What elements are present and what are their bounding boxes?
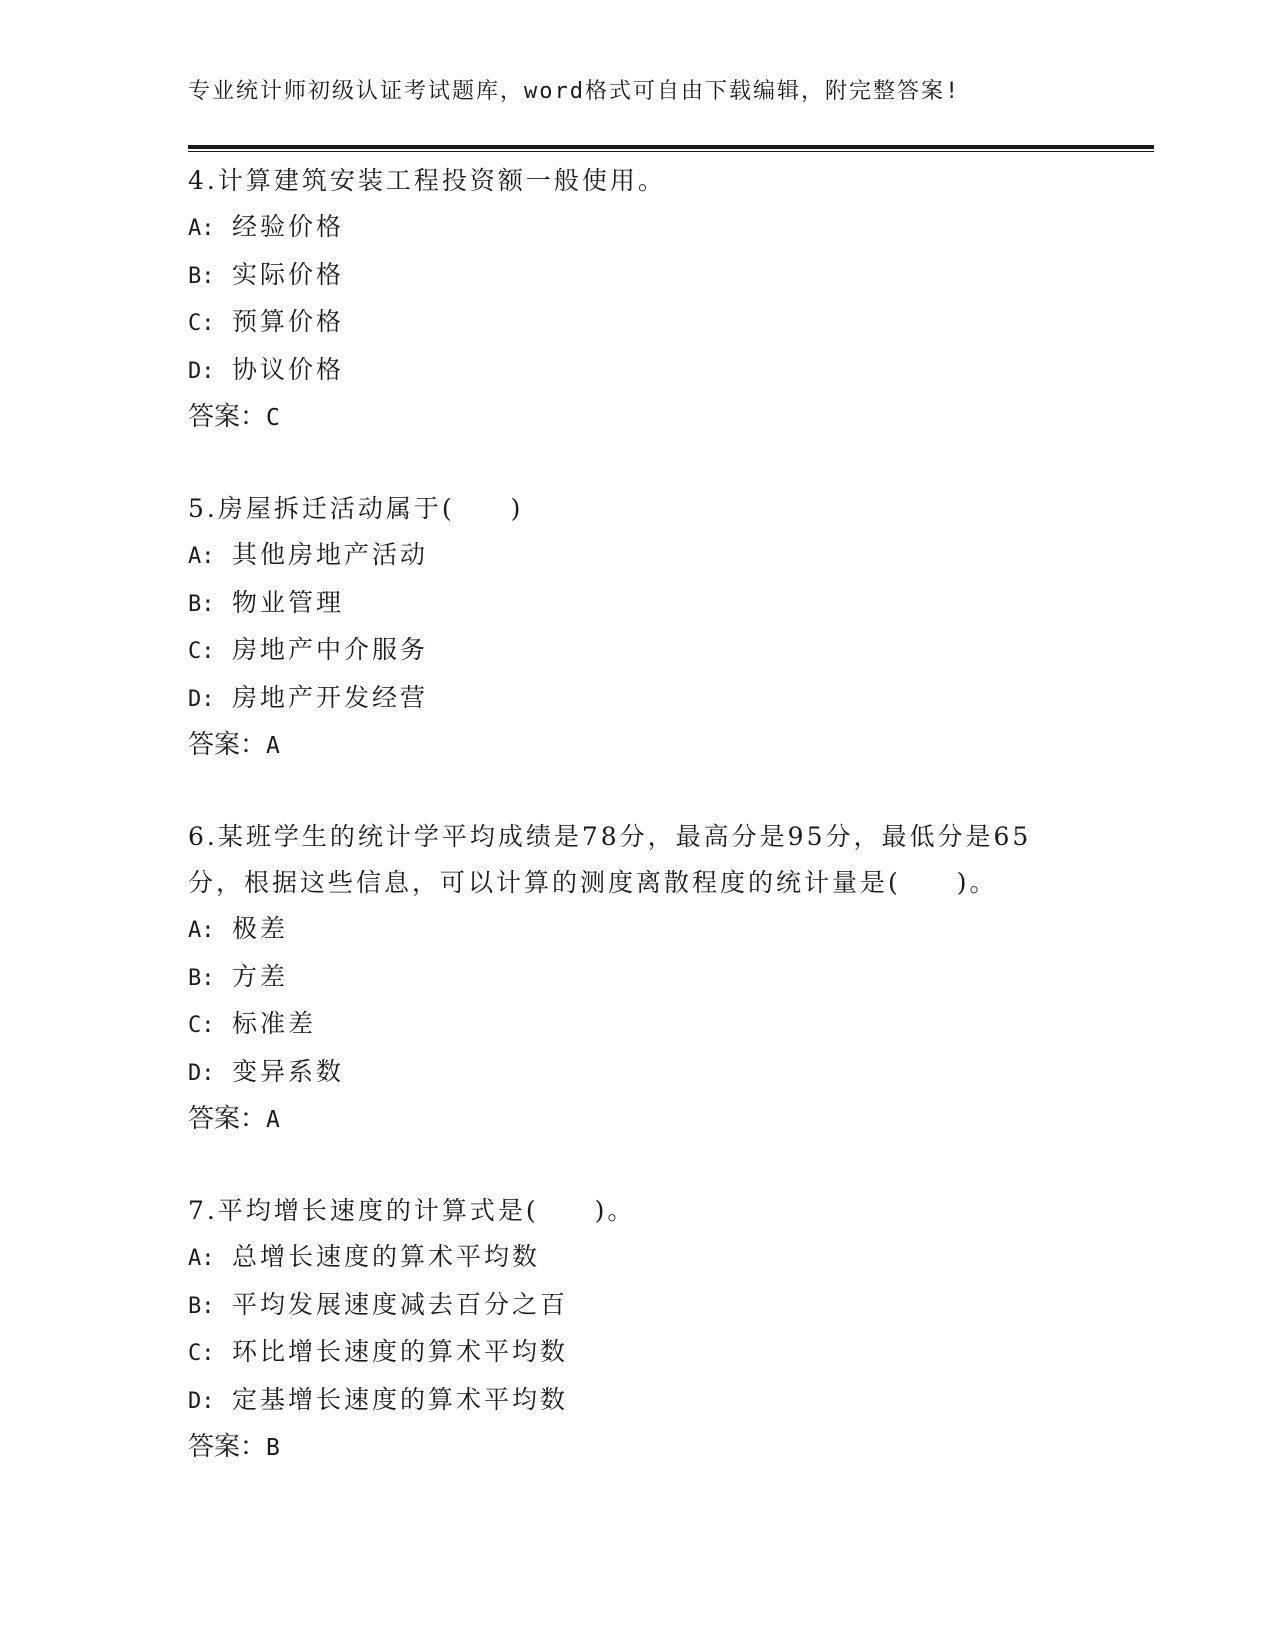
option-text: 平均发展速度减去百分之百 bbox=[232, 1289, 569, 1319]
answer-line bbox=[188, 1424, 1088, 1471]
option-letter: B: bbox=[188, 965, 215, 991]
option-letter: C: bbox=[188, 1341, 215, 1366]
option-letter: A: bbox=[188, 216, 215, 241]
answer-line bbox=[188, 394, 1088, 441]
option-a bbox=[188, 906, 1088, 954]
question-stem: 6.某班学生的统计学平均成绩是78分，最高分是95分，最低分是65分，根据这些信息，可以计算的测度离散程度的统计量是( )。 bbox=[188, 822, 1032, 897]
option-letter: B: bbox=[188, 1293, 215, 1319]
option-text: 经验价格 bbox=[232, 212, 345, 241]
question-4 bbox=[188, 158, 1088, 441]
answer-value: A bbox=[266, 1107, 280, 1133]
option-b bbox=[188, 252, 1088, 300]
option-text: 房地产开发经营 bbox=[232, 682, 429, 712]
question-5 bbox=[188, 486, 1088, 769]
answer-label: 答案： bbox=[188, 730, 267, 760]
answer-label: 答案： bbox=[188, 1432, 267, 1462]
option-text: 定基增长速度的算术平均数 bbox=[232, 1384, 569, 1414]
option-letter: C: bbox=[188, 311, 215, 336]
question-6 bbox=[188, 814, 1088, 1143]
option-letter: D: bbox=[188, 1388, 215, 1414]
option-b bbox=[188, 580, 1088, 628]
answer-line bbox=[188, 722, 1088, 769]
answer-line bbox=[188, 1096, 1088, 1143]
option-letter: D: bbox=[188, 358, 215, 384]
option-a bbox=[188, 204, 1088, 252]
question-stem: 7.平均增长速度的计算式是( )。 bbox=[188, 1196, 636, 1225]
option-letter: A: bbox=[188, 544, 215, 569]
option-letter: C: bbox=[188, 639, 215, 664]
option-text: 协议价格 bbox=[232, 354, 345, 384]
option-text: 变异系数 bbox=[232, 1056, 345, 1086]
option-letter: D: bbox=[188, 1060, 215, 1086]
header-rule-thick bbox=[188, 145, 1154, 149]
option-text: 其他房地产活动 bbox=[232, 540, 429, 569]
question-list bbox=[188, 158, 1088, 1471]
option-text: 标准差 bbox=[232, 1009, 317, 1038]
option-letter: B: bbox=[188, 591, 215, 617]
page-header: 专业统计师初级认证考试题库，word格式可自由下载编辑，附完整答案! bbox=[188, 79, 961, 104]
option-letter: D: bbox=[188, 686, 215, 712]
option-d bbox=[188, 1049, 1088, 1097]
question-7 bbox=[188, 1188, 1088, 1471]
answer-value: B bbox=[266, 1435, 280, 1461]
option-text: 实际价格 bbox=[232, 259, 345, 289]
option-a bbox=[188, 1234, 1088, 1282]
answer-value: A bbox=[266, 733, 280, 759]
option-text: 环比增长速度的算术平均数 bbox=[232, 1337, 569, 1366]
option-d bbox=[188, 347, 1088, 395]
option-text: 房地产中介服务 bbox=[232, 635, 429, 664]
question-stem: 5.房屋拆迁活动属于( ) bbox=[188, 494, 524, 523]
option-text: 极差 bbox=[232, 914, 289, 943]
option-text: 预算价格 bbox=[232, 307, 345, 336]
option-b bbox=[188, 954, 1088, 1002]
option-c bbox=[188, 627, 1088, 675]
option-b bbox=[188, 1282, 1088, 1330]
option-c bbox=[188, 1001, 1088, 1049]
option-c bbox=[188, 299, 1088, 347]
option-text: 总增长速度的算术平均数 bbox=[232, 1242, 541, 1271]
question-stem: 4.计算建筑安装工程投资额一般使用。 bbox=[188, 166, 666, 195]
option-letter: A: bbox=[188, 918, 215, 943]
question-gap bbox=[188, 441, 1088, 486]
option-letter: B: bbox=[188, 263, 215, 289]
option-d bbox=[188, 675, 1088, 723]
answer-label: 答案： bbox=[188, 402, 267, 432]
header-rule-thin bbox=[188, 151, 1154, 152]
option-a bbox=[188, 532, 1088, 580]
answer-label: 答案： bbox=[188, 1104, 267, 1134]
option-text: 物业管理 bbox=[232, 587, 345, 617]
option-d bbox=[188, 1377, 1088, 1425]
option-letter: C: bbox=[188, 1013, 215, 1038]
option-c bbox=[188, 1329, 1088, 1377]
option-letter: A: bbox=[188, 1246, 215, 1271]
question-gap bbox=[188, 769, 1088, 814]
question-gap bbox=[188, 1143, 1088, 1188]
answer-value: C bbox=[266, 405, 280, 431]
option-text: 方差 bbox=[232, 961, 289, 991]
